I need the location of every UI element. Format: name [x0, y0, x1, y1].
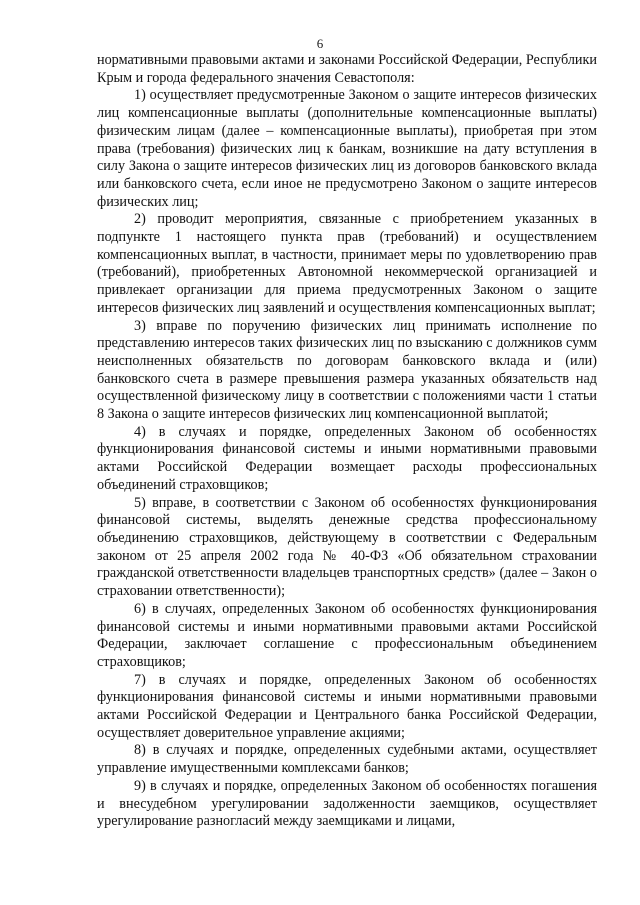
- list-item-5: 5) вправе, в соответствии с Законом об особенностях функционирования финансовой системы, выделять денежные средства профессиональному объединению страховщиков, действующему в соответствии с Федеральным законом от 25 апреля 2002 года № 40-ФЗ «Об обязательном страховании гражданской ответственности владельцев транспортных средств» (далее – Закон о страховании ответственности);: [97, 494, 597, 600]
- list-item-9: 9) в случаях и порядке, определенных Законом об особенностях погашения и внесудебном урегулировании задолженности заемщиков, осуществляет урегулирование разногласий между заемщиками и лицами,: [97, 777, 597, 830]
- list-item-7: 7) в случаях и порядке, определенных Законом об особенностях функционирования финансовой системы и иными нормативными правовыми актами Российской Федерации и Центрального банка Российской Федерации, осуществляет доверительное управление акциями;: [97, 671, 597, 741]
- list-item-6: 6) в случаях, определенных Законом об особенностях функционирования финансовой системы и иными нормативными правовыми актами Российской Федерации, заключает соглашение с профессиональным объединением страховщиков;: [97, 600, 597, 670]
- page-number: 6: [316, 36, 324, 51]
- document-body: [97, 52, 597, 831]
- list-item-3: 3) вправе по поручению физических лиц принимать исполнение по представлению интересов таких физических лиц по взысканию с должников сумм неисполненных обязательств по договорам банковского вклада и (или) банковского счета в размере превышения размера указанных обязательств над осуществленной физическому лицу в соответствии с положениями части 1 статьи 8 Закона о защите интересов физических лиц компенсационной выплатой;: [97, 317, 597, 423]
- list-item-1: 1) осуществляет предусмотренные Законом о защите интересов физических лиц компенсационные выплаты (дополнительные компенсационные выплаты) физическим лицам (далее – компенсационные выплаты), приобретая при этом права (требования) физических лиц к банкам, возникшие на дату вступления в силу Закона о защите интересов физических лиц из договоров банковского вклада или банковского счета, если иное не предусмотрено Законом о защите интересов физических лиц;: [97, 87, 597, 210]
- list-item-8: 8) в случаях и порядке, определенных судебными актами, осуществляет управление имущественными комплексами банков;: [97, 742, 597, 777]
- intro-paragraph: нормативными правовыми актами и законами Российской Федерации, Республики Крым и города федерального значения Севастополя:: [97, 52, 597, 86]
- list-item-4: 4) в случаях и порядке, определенных Законом об особенностях функционирования финансовой системы и иными нормативными правовыми актами Российской Федерации возмещает расходы профессиональных объединений страховщиков;: [97, 423, 597, 493]
- list-item-2: 2) проводит мероприятия, связанные с приобретением указанных в подпункте 1 настоящего пункта прав (требований) и осуществлением компенсационных выплат, в частности, принимает меры по удовлетворению прав (требований), приобретенных Автономной некоммерческой организацией и привлекает организации для приема предусмотренных Законом о защите интересов физических лиц заявлений и осуществления компенсационных выплат;: [97, 211, 597, 316]
